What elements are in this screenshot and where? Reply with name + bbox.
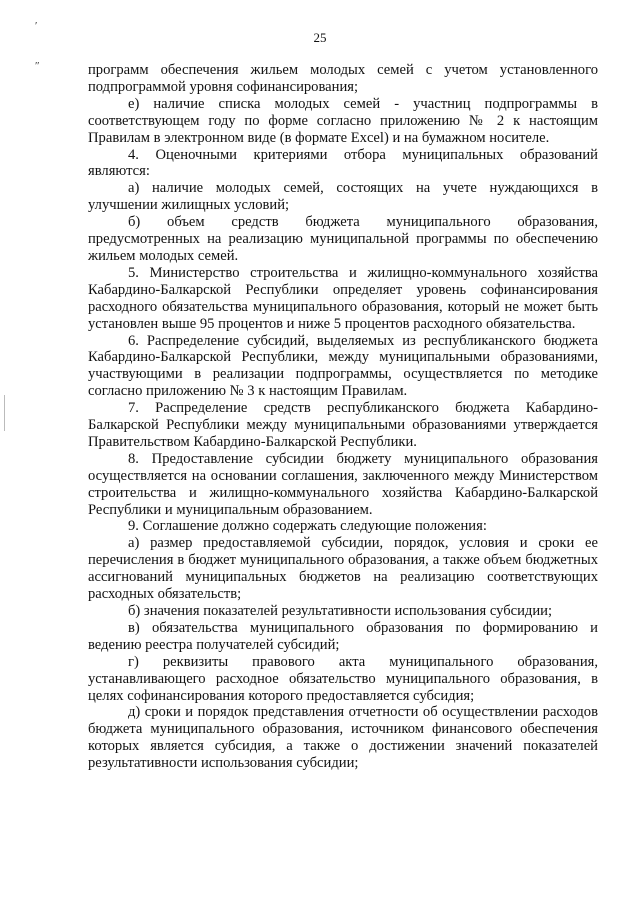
scan-speck-mark: ′ [35,20,38,32]
page-number: 25 [313,30,327,45]
paragraph-4: 4. Оценочными критериями отбора муниципальных образований являются: [88,146,598,180]
scan-edge-line [4,395,5,431]
paragraph-9-d: д) сроки и порядок представления отчетности об осуществлении расходов бюджета муниципального образования, источником финансового обеспечения которых является субсидия, а также о достижении значений показателей результативности использования субсидии; [88,704,598,772]
paragraph-continuation: программ обеспечения жильем молодых семей с учетом установленного подпрограммой уровня софинансирования; [88,62,598,95]
paragraph-6: 6. Распределение субсидий, выделяемых из республиканского бюджета Кабардино-Балкарской Республики, между муниципальными образованиями, участвующими в реализации подпрограммы, осуществляется по методике согласно приложению № 3 к настоящим Правилам. [88,332,598,400]
paragraph-9-v: в) обязательства муниципального образования по формированию и ведению реестра получателей субсидий; [88,619,598,653]
paragraph-9-g: г) реквизиты правового акта муниципального образования, устанавливающего расходное обязательство муниципального образования, в целях софинансирования которого предоставляется субсидия; [88,653,598,704]
paragraph-7: 7. Распределение средств республиканского бюджета Кабардино-Балкарской Республики между муниципальными образованиями утверждается Правительством Кабардино-Балкарской Республики. [88,400,598,450]
paragraph-4-a: а) наличие молодых семей, состоящих на учете нуждающихся в улучшении жилищных условий; [88,180,598,214]
paragraph-5: 5. Министерство строительства и жилищно-коммунального хозяйства Кабардино-Балкарской Республики определяет уровень софинансирования расходного обязательства муниципального образования, который не может быть установлен выше 95 процентов и ниже 5 процентов расходного обязательства. [88,264,598,332]
paragraph-item-e: е) наличие списка молодых семей - участниц подпрограммы в соответствующем году по форме согласно приложению № 2 к настоящим Правилам в электронном виде (в формате Excel) и на бумажном носителе. [88,95,598,146]
scan-speck-mark: ″ [35,60,40,72]
document-body [88,62,598,772]
paragraph-4-b: б) объем средств бюджета муниципального образования, предусмотренных на реализацию муниципальной программы по обеспечению жильем молодых семей. [88,214,598,264]
paragraph-8: 8. Предоставление субсидии бюджету муниципального образования осуществляется на основании соглашения, заключенного между Министерством строительства и жилищно-коммунального хозяйства Кабардино-Балкарской Республики и муниципальным образованием. [88,450,598,518]
paragraph-9-a: а) размер предоставляемой субсидии, порядок, условия и сроки ее перечисления в бюджет муниципального образования, а также объем бюджетных ассигнований муниципальных бюджетов на реализацию соответствующих расходных обязательств; [88,535,598,603]
paragraph-9: 9. Соглашение должно содержать следующие положения: [128,518,487,535]
paragraph-9-b: б) значения показателей результативности использования субсидии; [128,603,553,619]
